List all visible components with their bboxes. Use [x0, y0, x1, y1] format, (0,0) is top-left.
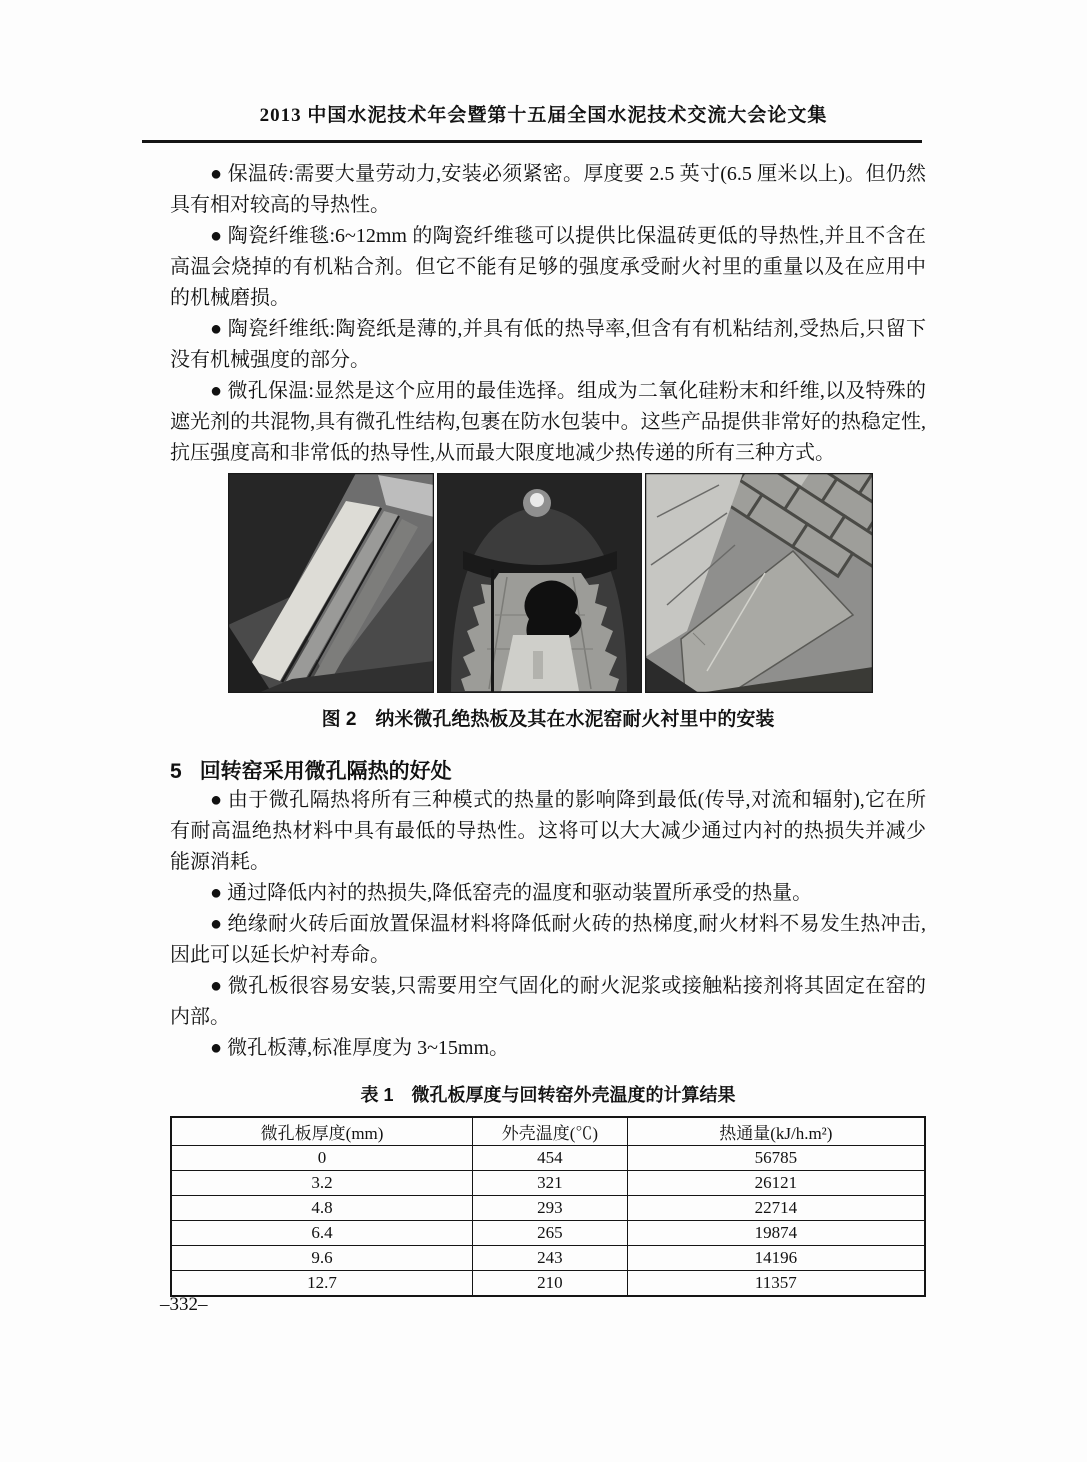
table-row	[171, 1246, 925, 1271]
table-cell: 11357	[627, 1271, 925, 1297]
table-cell: 12.7	[171, 1271, 473, 1297]
section-5-heading	[170, 755, 926, 785]
table-cell: 293	[473, 1196, 628, 1221]
table-row	[171, 1221, 925, 1246]
bullet-list-materials	[170, 159, 926, 469]
figure-2-caption: 图 2 纳米微孔绝热板及其在水泥窑耐火衬里中的安装	[321, 709, 775, 730]
table-row	[171, 1171, 925, 1196]
table-cell: 26121	[627, 1171, 925, 1196]
table-head	[171, 1117, 925, 1146]
table-cell: 14196	[627, 1246, 925, 1271]
table-1-caption: 表 1 微孔板厚度与回转窑外壳温度的计算结果	[360, 1085, 736, 1105]
bullet-paragraph: ● 微孔板薄,标准厚度为 3~15mm。	[210, 1037, 510, 1059]
bullet-paragraph: ● 陶瓷纤维毯:6~12mm 的陶瓷纤维毯可以提供比保温砖更低的导热性,并且不含在高温会烧掉的有机粘合剂。但它不能有足够的强度承受耐火衬里的重量以及在应用中的机械磨损。	[170, 225, 926, 309]
figure-2-photos	[228, 473, 873, 693]
table-cell: 9.6	[171, 1246, 473, 1271]
column-header: 外壳温度(℃)	[473, 1117, 628, 1146]
table-cell: 265	[473, 1221, 628, 1246]
table-cell: 210	[473, 1271, 628, 1297]
table-cell: 3.2	[171, 1171, 473, 1196]
table-row	[171, 1196, 925, 1221]
table-cell: 22714	[627, 1196, 925, 1221]
bullet-paragraph: ● 保温砖:需要大量劳动力,安装必须紧密。厚度要 2.5 英寸(6.5 厘米以上)。但仍然具有相对较高的导热性。	[170, 163, 926, 216]
table-cell: 454	[473, 1146, 628, 1171]
kiln-brick-lining-photo	[645, 473, 873, 693]
table-cell: 321	[473, 1171, 628, 1196]
header-rule	[142, 140, 922, 143]
column-header: 热通量(kJ/h.m²)	[627, 1117, 925, 1146]
table-row	[171, 1271, 925, 1297]
table-cell: 6.4	[171, 1221, 473, 1246]
bullet-list-benefits	[170, 785, 926, 1064]
section-number: 5	[170, 760, 182, 783]
table-cell: 56785	[627, 1146, 925, 1171]
section-title: 回转窑采用微孔隔热的好处	[199, 760, 452, 783]
column-header: 微孔板厚度(mm)	[171, 1117, 473, 1146]
bullet-paragraph: ● 微孔板很容易安装,只需要用空气固化的耐火泥浆或接触粘接剂将其固定在窑的内部。	[170, 975, 926, 1028]
table-body	[171, 1146, 925, 1297]
table-cell: 243	[473, 1246, 628, 1271]
bullet-paragraph: ● 通过降低内衬的热损失,降低窑壳的温度和驱动装置所承受的热量。	[210, 882, 813, 904]
table-cell: 19874	[627, 1221, 925, 1246]
table-row	[171, 1146, 925, 1171]
bullet-paragraph: ● 绝缘耐火砖后面放置保温材料将降低耐火砖的热梯度,耐火材料不易发生热冲击,因此可以延长炉衬寿命。	[170, 913, 926, 966]
bullet-paragraph: ● 微孔保温:显然是这个应用的最佳选择。组成为二氧化硅粉末和纤维,以及特殊的遮光剂的共混物,具有微孔性结构,包裹在防水包装中。这些产品提供非常好的热稳定性,抗压强度高和非常低的热导性,从而最大限度地减少热传递的所有三种方式。	[170, 380, 926, 464]
page-content	[170, 159, 926, 1297]
table-1	[170, 1116, 926, 1297]
page-header-title: 2013 中国水泥技术年会暨第十五届全国水泥技术交流大会论文集	[259, 105, 828, 126]
table-cell: 0	[171, 1146, 473, 1171]
table-header-row	[171, 1117, 925, 1146]
insulation-panels-photo	[228, 473, 434, 693]
page-number: –332–	[160, 1294, 208, 1315]
table-cell: 4.8	[171, 1196, 473, 1221]
bullet-paragraph: ● 由于微孔隔热将所有三种模式的热量的影响降到最低(传导,对流和辐射),它在所有耐高温绝热材料中具有最低的导热性。这将可以大大减少通过内衬的热损失并减少能源消耗。	[170, 789, 926, 873]
kiln-interior-installation-photo	[437, 473, 642, 693]
bullet-paragraph: ● 陶瓷纤维纸:陶瓷纸是薄的,并具有低的热导率,但含有有机粘结剂,受热后,只留下没有机械强度的部分。	[170, 318, 926, 371]
